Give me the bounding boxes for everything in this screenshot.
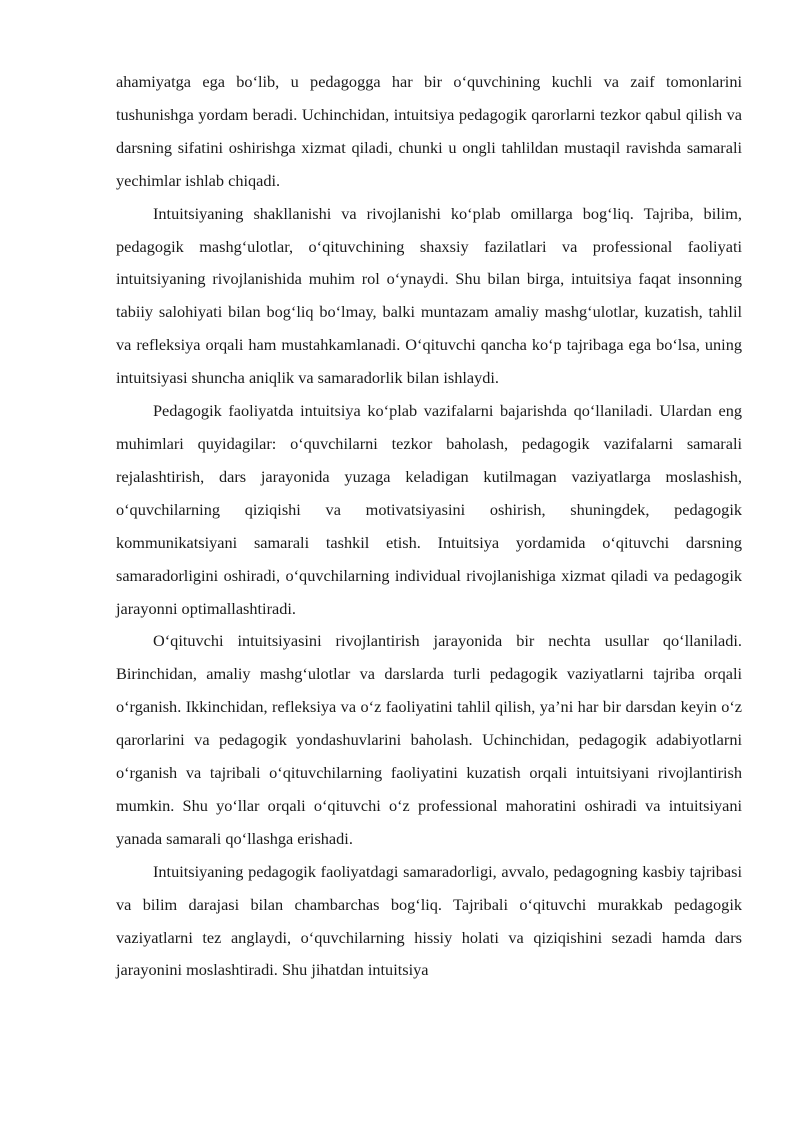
paragraph-3: Pedagogik faoliyatda intuitsiya ko‘plab vazifalarni bajarishda qo‘llaniladi. Ulardan eng muhimlari quyidagilar: o‘quvchilarni tezkor baholash, pedagogik vazifalarni samarali rejalashtirish, dars jarayonida yuzaga keladigan kutilmagan vaziyatlarga moslashish, o‘quvchilarning qiziqishi va motivatsiyasini oshirish, shuningdek, pedagogik kommunikatsiyani samarali tashkil etish. Intuitsiya yordamida o‘qituvchi darsning samaradorligini oshiradi, o‘quvchilarning individual rivojlanishiga xizmat qiladi va pedagogik jarayonni optimallashtiradi. xyxy=(116,401,742,618)
paragraph-1: ahamiyatga ega bo‘lib, u pedagogga har bir o‘quvchining kuchli va zaif tomonlarini tushunishga yordam beradi. Uchinchidan, intuitsiya pedagogik qarorlarni tezkor qabul qilish va darsning sifatini oshirishga xizmat qiladi, chunki u ongli tahlildan mustaqil ravishda samarali yechimlar ishlab chiqadi. xyxy=(116,72,742,190)
document-page xyxy=(116,66,742,987)
paragraph-2: Intuitsiyaning shakllanishi va rivojlanishi ko‘plab omillarga bog‘liq. Tajriba, bilim, pedagogik mashg‘ulotlar, o‘qituvchining shaxsiy fazilatlari va professional faoliyati intuitsiyaning rivojlanishida muhim rol o‘ynaydi. Shu bilan birga, intuitsiya faqat insonning tabiiy salohiyati bilan bog‘liq bo‘lmay, balki muntazam amaliy mashg‘ulotlar, kuzatish, tahlil va refleksiya orqali ham mustahkamlanadi. O‘qituvchi qancha ko‘p tajribaga ega bo‘lsa, uning intuitsiyasi shuncha aniqlik va samaradorlik bilan ishlaydi. xyxy=(116,203,742,388)
paragraph-5: Intuitsiyaning pedagogik faoliyatdagi samaradorligi, avvalo, pedagogning kasbiy tajribasi va bilim darajasi bilan chambarchas bog‘liq. Tajribali o‘qituvchi murakkab pedagogik vaziyatlarni tez anglaydi, o‘quvchilarning hissiy holati va qiziqishini sezadi hamda dars jarayonini moslashtiradi. Shu jihatdan intuitsiya xyxy=(116,861,742,980)
paragraph-4: O‘qituvchi intuitsiyasini rivojlantirish jarayonida bir nechta usullar qo‘llaniladi. Birinchidan, amaliy mashg‘ulotlar va darslarda turli pedagogik vaziyatlarni tajriba orqali o‘rganish. Ikkinchidan, refleksiya va o‘z faoliyatini tahlil qilish, ya’ni har bir darsdan keyin o‘z qarorlarini va pedagogik yondashuvlarini baholash. Uchinchidan, pedagogik adabiyotlarni o‘rganish va tajribali o‘qituvchilarning faoliyatini kuzatish orqali intuitsiyani rivojlantirish mumkin. Shu yo‘llar orqali o‘qituvchi o‘z professional mahoratini oshiradi va intuitsiyani yanada samarali qo‘llashga erishadi. xyxy=(116,631,742,848)
